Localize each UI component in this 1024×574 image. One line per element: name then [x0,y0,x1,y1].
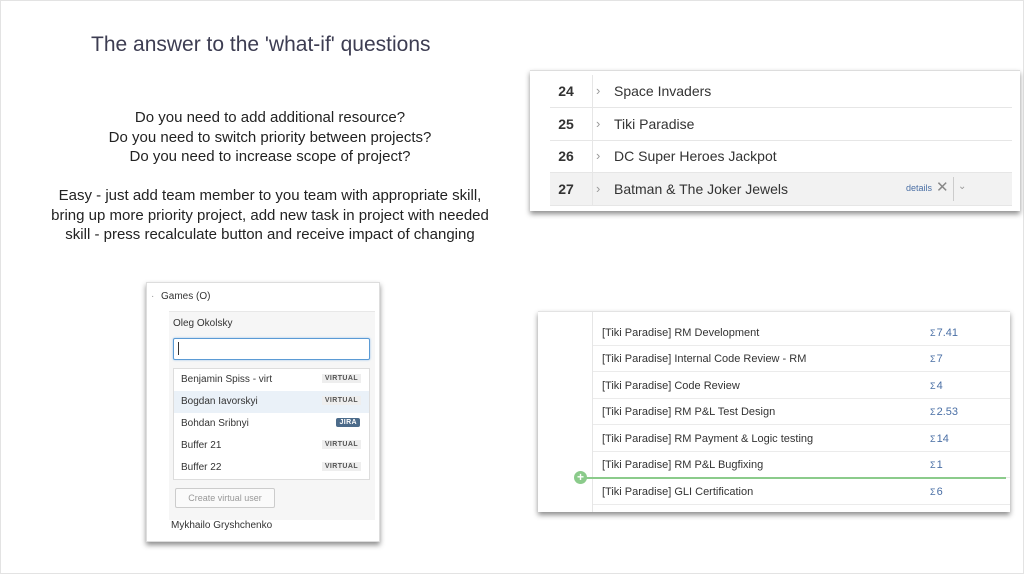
task-estimate: Σ4 [930,380,943,392]
chevron-right-icon[interactable]: › [596,116,601,131]
assignee-block [169,311,375,520]
task-row[interactable] [593,372,1010,399]
project-row-selected[interactable] [550,173,1012,206]
slide-body [30,108,510,245]
user-picker-panel: · Games (O) Oleg Okolsky Benjamin Spiss - virt VIRTUAL Bogdan Iavorskyi VIRTUAL Bohdan Sribnyi JIRA Buffer 21 VIRTUAL Buffer 22 VIRTUAL Create virtual user Mykhailo Gryshchenko [146,282,380,542]
user-option-name: Benjamin Spiss - virt [181,374,273,385]
user-option-name: Bohdan Sribnyi [181,418,249,429]
project-name: Tiki Paradise [614,116,695,132]
project-row[interactable] [550,75,1012,108]
task-row[interactable] [593,345,1010,372]
question-line: Do you need to increase scope of project? [129,148,411,165]
task-name: [Tiki Paradise] GLI Certification [602,486,754,498]
task-row[interactable] [593,398,1010,425]
assignee-name: Oleg Okolsky [173,318,233,329]
project-number: 26 [558,148,574,164]
task-estimate: Σ14 [930,433,949,445]
chevron-down-icon[interactable]: ⌄ [958,181,967,192]
project-number: 25 [558,116,574,132]
close-icon[interactable]: ✕ [936,179,949,196]
task-row[interactable] [593,478,1010,505]
group-label: Games (O) [161,291,211,302]
chevron-right-icon[interactable]: › [596,181,601,196]
details-link[interactable]: details [906,183,933,193]
plus-circle-icon[interactable]: + [574,471,587,484]
virtual-badge: VIRTUAL [322,462,361,471]
answer-line: skill - press recalculate button and receive impact of changing [65,226,475,243]
user-option-name: Buffer 21 [181,440,222,451]
task-name: [Tiki Paradise] Internal Code Review - RM [602,353,807,365]
chevron-right-icon[interactable]: › [596,148,601,163]
text-caret [178,342,179,355]
task-name: [Tiki Paradise] RM P&L Test Design [602,406,776,418]
project-list-panel [530,70,1020,211]
virtual-badge: VIRTUAL [322,374,361,383]
create-virtual-user-button[interactable]: Create virtual user [175,488,275,508]
user-option[interactable] [174,369,369,391]
task-name: [Tiki Paradise] RM P&L Bugfixing [602,459,764,471]
virtual-badge: VIRTUAL [322,396,361,405]
user-option-name: Bogdan Iavorskyi [181,396,258,407]
task-name: [Tiki Paradise] RM Development [602,327,760,339]
question-line: Do you need to switch priority between projects? [108,128,432,146]
project-number: 27 [558,181,574,197]
answer-line: Easy - just add team member to you team with appropriate skill, [58,187,482,204]
user-option[interactable] [174,435,369,457]
project-name: Space Invaders [614,83,712,99]
task-estimate: Σ6 [930,486,943,498]
project-row[interactable] [550,108,1012,141]
jira-badge: JIRA [336,418,360,427]
task-row[interactable] [593,451,1010,478]
task-list-panel [538,311,1010,512]
project-number: 24 [558,83,574,99]
task-name: [Tiki Paradise] Code Review [602,380,740,392]
task-row[interactable] [593,425,1010,452]
slide-title: The answer to the 'what-if' questions [91,33,431,56]
project-name: Batman & The Joker Jewels [614,181,789,197]
task-name: [Tiki Paradise] RM Payment & Logic testing [602,433,814,445]
virtual-badge: VIRTUAL [322,440,361,449]
user-option[interactable] [174,457,369,479]
task-estimate: Σ7 [930,353,943,365]
user-option[interactable] [174,413,369,435]
next-user-name: Mykhailo Gryshchenko [171,520,273,531]
user-option-name: Buffer 22 [181,462,222,473]
task-estimate: Σ1 [930,459,943,471]
question-line: Do you need to add additional resource? [134,109,406,126]
user-search-input[interactable] [173,338,370,360]
user-option-highlighted[interactable] [174,391,369,413]
task-estimate: Σ2.53 [930,406,958,418]
user-dropdown-list [173,368,370,480]
answer-line: bring up more priority project, add new task in project with needed [51,206,489,224]
project-name: DC Super Heroes Jackpot [614,148,777,164]
drop-indicator-line [586,477,1006,479]
project-row[interactable] [550,140,1012,173]
task-estimate: Σ7.41 [930,327,958,339]
task-row[interactable] [593,319,1010,346]
chevron-right-icon[interactable]: › [596,83,601,98]
